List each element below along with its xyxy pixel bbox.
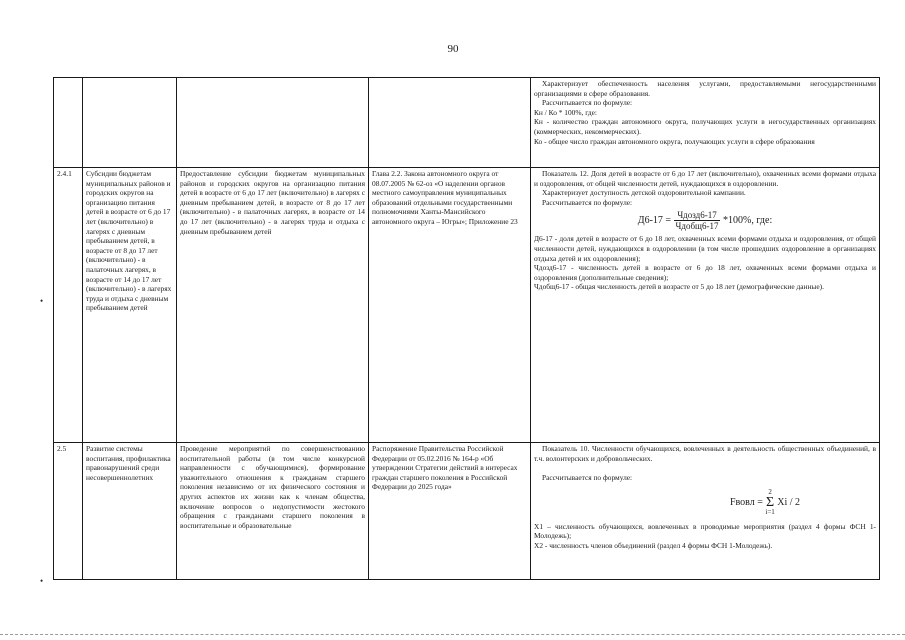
indicator-text: Характеризует обеспеченность населения услугами, предоставляемыми негосударственными организациями в сфере образования. <box>534 79 876 98</box>
page-number: 90 <box>447 43 459 55</box>
cell-description <box>177 78 369 168</box>
formula-rhs: Xi / 2 <box>777 496 801 508</box>
formula-denominator: Чдобщ6-17 <box>675 221 719 232</box>
cell-indicator <box>531 443 880 580</box>
indicator-text: Показатель 10. Численности обучающихся, вовлеченных в деятельность общественных объединений, в т.ч. волонтерских и добровольческих. <box>534 444 876 463</box>
formula-numerator: Чдозд6-17 <box>674 210 721 221</box>
indicator-text: Д6-17 - доля детей в возрасте от 6 до 18 лет, охваченных всеми формами отдыха и оздоровления, от общей численности детей, нуждающихся в оздоровлении (в том числе прошедших оздоровление в организациях отдыха детей и их оздоровления); <box>534 234 876 263</box>
indicator-text: Характеризует доступность детской оздоровительной кампании. <box>542 188 746 198</box>
formula-sum <box>765 489 774 516</box>
indicator-text: Показатель 12. Доля детей в возрасте от 6 до 17 лет (включительно), охваченных всеми формами отдыха и оздоровления, от общей численности детей, нуждающихся в оздоровлении. <box>534 169 876 188</box>
indicator-text: Рассчитывается по формуле: <box>542 98 633 108</box>
indicator-text: Рассчитывается по формуле: <box>542 197 633 207</box>
cell-document: Глава 2.2. Закона автономного округа от 08.07.2005 № 62-оз «О наделении органов местного самоуправления муниципальных образований отдельными государственными полномочиями Ханты-Мансийского автономного округа – Югры»; Приложение 23 <box>369 168 531 443</box>
cell-number <box>54 78 83 168</box>
cell-name: Субсидии бюджетам муниципальных районов и городских округов на организацию питания детей в возрасте от 6 до 17 лет (включительно) в лагерях с дневным пребыванием детей, в возрасте от 8 до 17 лет (включительно) - в палаточных лагерях, в возрасте от 14 до 17 лет (включительно) - в лагерях труда и отдыха с дневным пребыванием детей <box>83 168 177 443</box>
table-row <box>54 443 880 580</box>
cell-document <box>369 78 531 168</box>
cell-number: 2.4.1 <box>54 168 83 443</box>
cell-description: Проведение мероприятий по совершенствованию воспитательной работы (в том числе конкурсной направленности с обучающимися), формирование уважительного отношения к гражданам старшего поколения независимо от их физического состояния и других аспектов их жизни как к членам общества, включение вопросов о недопустимости жестокого обращения с гражданами старшего поколения в воспитательные и образовательные <box>177 443 369 580</box>
indicator-text: X1 – численность обучающихся, вовлеченных в проводимые мероприятия (раздел 4 формы ФСН 1-Молодежь); <box>534 521 876 541</box>
cell-document: Распоряжение Правительства Российской Федерации от 05.02.2016 № 164-р «Об утверждении Стратегии действий в интересах граждан старшего поколения в Российской Федерации до 2025 года» <box>369 443 531 580</box>
indicator-formula: Кн / Ко * 100%, где: <box>534 107 597 117</box>
table-row <box>54 168 880 443</box>
scan-dot-mark: • <box>40 296 44 306</box>
indicator-text: Рассчитывается по формуле: <box>542 473 633 483</box>
formula-fraction <box>674 210 721 231</box>
indicator-text: Чдобщ6-17 - общая численность детей в возрасте от 5 до 18 лет (демографические данные). <box>534 282 824 292</box>
indicator-formula <box>534 207 876 234</box>
formula-lhs: Д6-17 = <box>637 215 672 227</box>
indicator-formula <box>534 483 876 522</box>
indicator-text: Кн - количество граждан автономного округа, получающих услуги в негосударственных организациях (коммерческих, некоммерческих). <box>534 117 876 136</box>
indicator-text: Чдозд6-17 - численность детей в возрасте от 6 до 18 лет, охваченных всеми формами отдыха и оздоровления (дополнительные сведения); <box>534 263 876 282</box>
sum-upper-limit: 2 <box>768 487 772 496</box>
indicator-text: X2 - численность членов объединений (раздел 4 формы ФСН 1-Молодежь). <box>534 540 773 550</box>
table-row <box>54 78 880 168</box>
sum-lower-limit: i=1 <box>765 507 775 516</box>
formula-lhs: Fвовл = <box>729 496 763 508</box>
cell-indicator <box>531 168 880 443</box>
sigma-symbol: Σ <box>766 494 775 510</box>
program-table <box>53 77 880 580</box>
cell-name <box>83 78 177 168</box>
indicator-text: Ко - общее число граждан автономного округа, получающих услуги в сфере образования <box>534 136 815 146</box>
cell-description: Предоставление субсидии бюджетам муниципальных районов и городских округов на организацию питания детей в возрасте от 6 до 17 лет (включительно) в лагерях с дневным пребыванием детей, в возрасте от 8 до 17 лет (включительно) - в палаточных лагерях, в возрасте от 14 до 17 лет (включительно) - в лагерях труда и отдыха с дневным пребыванием детей <box>177 168 369 443</box>
cell-name: Развитие системы воспитания, профилактика правонарушений среди несовершеннолетних <box>83 443 177 580</box>
cell-number: 2.5 <box>54 443 83 580</box>
formula-tail: *100%, где: <box>722 215 773 227</box>
scan-artifact-line <box>0 634 905 635</box>
scan-dot-mark: • <box>40 576 44 586</box>
cell-indicator <box>531 78 880 168</box>
